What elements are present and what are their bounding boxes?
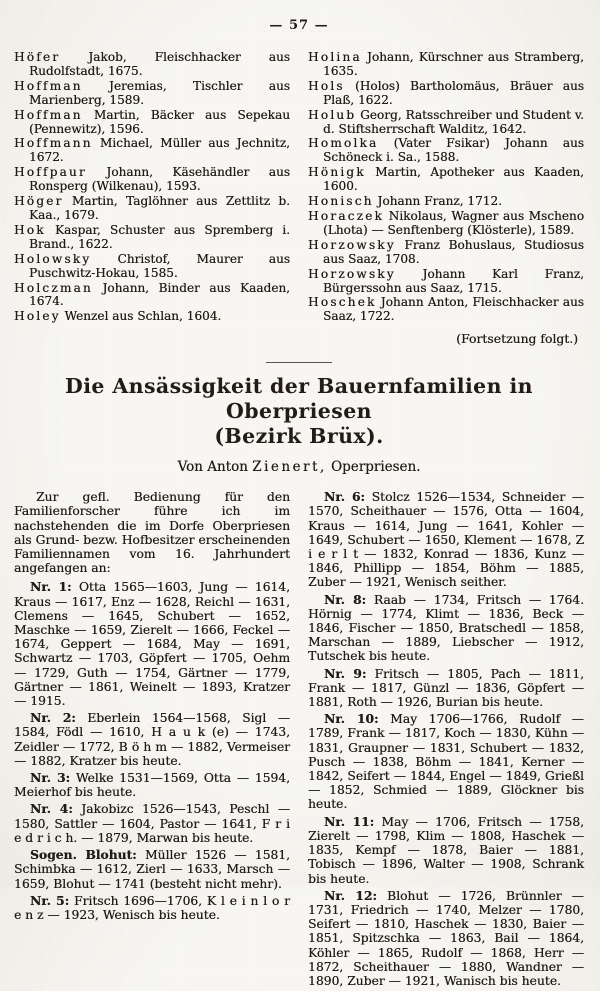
paragraph-text: May — 1706, Fritsch — 1758, Zierelt — 1798, Klim — 1808, Haschek — 1835, Kempf — 1878, Baier — 1881, Tobisch — 1896, Walter — 1908, Schrank bis heute. xyxy=(308,814,584,886)
paragraph-nr1 xyxy=(14,580,290,708)
entry-details: Michael, Müller aus Jechnitz, 1672. xyxy=(29,136,290,165)
paragraph-text: May 1706—1766, Rudolf — 1789, Frank — 1817, Koch — 1830, Kühn — 1831, Graupner — 1831, Schubert — 1832, Pusch — 1838, Böhm — 1841, Kerner — 1842, Seifert — 1844, Engel — 1849, Grießl — 1852, Schmied — 1889, Glöckner bis heute. xyxy=(308,712,584,812)
paragraph-label: Nr. 12: xyxy=(324,887,377,903)
intro-paragraph: Zur gefl. Bedienung für den Familienforscher führe ich im nachstehenden die im Dorfe Oberpriesen als Grund- bezw. Hofbesitzer erscheinenden Familiennamen vom 16. Jahrhundert angefangen an: xyxy=(14,490,290,576)
register-entry xyxy=(14,224,290,252)
entry-surname: Höfer xyxy=(14,50,61,64)
entry-surname: Holczman xyxy=(14,280,93,295)
page-number: — 57 — xyxy=(269,18,329,33)
paragraph-nr2 xyxy=(14,711,290,768)
register-entry xyxy=(308,137,584,165)
register-entry xyxy=(14,109,290,137)
register-entry xyxy=(308,239,584,267)
entry-surname: Holey xyxy=(14,309,61,324)
register-entry xyxy=(14,166,290,194)
section-divider xyxy=(266,362,332,363)
register-entry xyxy=(308,51,584,79)
byline-author: Zienert, xyxy=(252,459,327,476)
entry-surname: Horaczek xyxy=(308,208,385,223)
paragraph-label: Nr. 4: xyxy=(30,801,73,817)
register-entry xyxy=(14,51,290,79)
paragraph-text: Fritsch 1696—1706, K l e i n l o r e n z — 1923, Wenisch bis heute. xyxy=(14,893,290,922)
entry-surname: Hoffman xyxy=(14,78,83,93)
register-entry xyxy=(308,268,584,296)
entry-surname: Honisch xyxy=(308,194,374,209)
register-entry xyxy=(308,166,584,194)
paragraph-blohut xyxy=(14,848,290,891)
entry-details: Johann, Kürschner aus Stramberg, 1635. xyxy=(323,50,584,78)
entry-surname: Hok xyxy=(14,222,46,237)
paragraph-nr5 xyxy=(14,894,290,922)
register-entry xyxy=(14,253,290,281)
paragraph-nr3 xyxy=(14,771,290,799)
entry-surname: Hönigk xyxy=(308,165,366,180)
paragraph-label: Nr. 5: xyxy=(30,892,70,908)
entry-surname: Homolka xyxy=(308,136,379,151)
paragraph-nr11 xyxy=(308,815,584,886)
paragraph-text: Fritsch — 1805, Pach — 1811, Frank — 1817, Günzl — 1836, Göpfert — 1881, Roth — 1926, Burian bis heute. xyxy=(308,666,585,710)
paragraph-label: Sogen. Blohut: xyxy=(30,847,137,863)
continuation-note: (Fortsetzung folgt.) xyxy=(456,331,578,347)
paragraph-text: Welke 1531—1569, Otta — 1594, Meierhof bis heute. xyxy=(14,771,290,800)
article-body xyxy=(14,490,584,991)
register-entry xyxy=(14,310,290,324)
entry-details: Georg, Ratsschreiber und Student v. d. Stiftsherrschaft Walditz, 1642. xyxy=(323,107,584,136)
entry-details: Martin, Apotheker aus Kaaden, 1600. xyxy=(323,165,584,194)
entry-details: Johann, Käsehändler aus Ronsperg (Wilkenau), 1593. xyxy=(29,165,290,194)
paragraph-label: Nr. 9: xyxy=(324,665,367,681)
entry-surname: Holowsky xyxy=(14,251,92,266)
entry-details: Johann, Binder aus Kaaden, 1674. xyxy=(29,280,290,309)
paragraph-label: Nr. 1: xyxy=(30,579,72,595)
entry-surname: Hoffmann xyxy=(14,136,93,151)
register-entry xyxy=(308,195,584,209)
register-entry xyxy=(308,210,584,238)
body-column-right xyxy=(308,490,584,991)
register-entry xyxy=(14,195,290,223)
paragraph-nr10 xyxy=(308,712,584,811)
entry-surname: Hoschek xyxy=(308,295,377,310)
register-column-left xyxy=(14,51,290,346)
entry-details: Christof, Maurer aus Puschwitz-Hokau, 1585. xyxy=(29,251,290,280)
byline xyxy=(14,459,584,475)
article-title: Die Ansässigkeit der Bauernfamilien in Oberpriesen xyxy=(65,374,533,424)
entry-details: Johann Franz, 1712. xyxy=(377,194,502,209)
paragraph-label: Nr. 2: xyxy=(30,710,76,726)
entry-surname: Hols xyxy=(308,78,345,93)
entry-details: Nikolaus, Wagner aus Mscheno (Lhota) — Senftenberg (Klösterle), 1589. xyxy=(323,208,584,237)
paragraph-text: Jakobizc 1526—1543, Peschl — 1580, Sattler — 1604, Pastor — 1641, F r i e d r i c h. — 1879, Marwan bis heute. xyxy=(14,802,291,845)
paragraph-text: Eberlein 1564—1568, Sigl — 1584, Födl — 1610, H a u k (e) — 1743, Zeidler — 1772, B ö h m — 1882, Vermeiser — 1882, Kratzer bis heute. xyxy=(14,711,290,768)
register-entry xyxy=(308,109,584,137)
paragraph-nr8 xyxy=(308,593,584,664)
paragraph-nr9 xyxy=(308,667,584,710)
entry-details: Jakob, Fleischhacker aus Rudolfstadt, 1675. xyxy=(29,50,290,78)
paragraph-text: Müller 1526 — 1581, Schimbka — 1612, Zierl — 1633, Marsch — 1659, Blohut — 1741 (besteht nicht mehr). xyxy=(14,848,290,891)
register-entry xyxy=(14,80,290,108)
body-column-left xyxy=(14,490,290,991)
entry-surname: Holub xyxy=(308,107,357,122)
entry-surname: Hoffman xyxy=(14,107,83,122)
paragraph-text: Otta 1565—1603, Jung — 1614, Kraus — 1617, Enz — 1628, Reichl — 1631, Clemens — 1645, Schubert — 1652, Maschke — 1659, Zierelt — 1666, Feckel — 1674, Geppert — 1684, May — 1691, Schwartz — 1703, Göpfert — 1705, Oehm — 1729, Guth — 1754, Gärtner — 1779, Gärtner — 1861, Weinelt — 1893, Kratzer — 1915. xyxy=(14,580,290,709)
entry-surname: Horzowsky xyxy=(308,266,396,281)
entry-details: (Holos) Bartholomäus, Bräuer aus Plaß, 1622. xyxy=(323,78,584,107)
entry-details: Martin, Bäcker aus Sepekau (Pennewitz), 1596. xyxy=(29,107,290,136)
entry-details: Martin, Taglöhner aus Zettlitz b. Kaa., 1679. xyxy=(29,194,290,222)
register-entry xyxy=(308,296,584,324)
entry-details: (Vater Fsikar) Johann aus Schöneck i. Sa., 1588. xyxy=(323,136,584,165)
entry-details: Franz Bohuslaus, Studiosus aus Saaz, 1708. xyxy=(323,237,584,266)
register-column-right xyxy=(308,51,584,346)
entry-surname: Höger xyxy=(14,194,64,209)
byline-place: Operpriesen. xyxy=(331,459,421,476)
entry-surname: Horzowsky xyxy=(308,237,396,252)
paragraph-label: Nr. 11: xyxy=(324,813,375,829)
entry-surname: Hoffpaur xyxy=(14,165,87,180)
entry-details: Kaspar, Schuster aus Spremberg i. Brand., 1622. xyxy=(29,222,290,251)
paragraph-label: Nr. 3: xyxy=(30,770,71,786)
entry-details: Jeremias, Tischler aus Marienberg, 1589. xyxy=(29,78,290,107)
paragraph-label: Nr. 8: xyxy=(324,591,367,607)
article-subtitle: (Bezirk Brüx). xyxy=(214,424,384,449)
entry-details: Johann Anton, Fleischhacker aus Saaz, 1722. xyxy=(323,295,584,324)
paragraph-text: Blohut — 1726, Brünnler — 1731, Friedrich — 1740, Melzer — 1780, Seifert — 1810, Haschek — 1830, Baier — 1851, Spitzschka — 1863, Bail — 1864, Köhler — 1865, Rudolf — 1868, Herr — 1872, Scheithauer — 1880, Wandner — 1890, Zuber — 1921, Wanisch bis heute. xyxy=(308,888,584,988)
paragraph-label: Nr. 10: xyxy=(324,711,379,727)
register-entry xyxy=(308,80,584,108)
name-register xyxy=(14,51,584,346)
paragraph-text: Raab — 1734, Fritsch — 1764. Hörnig — 1774, Klimt — 1836, Beck — 1846, Fischer — 1850, Bratschedl — 1858, Marschan — 1889, Liebscher — 1912, Tutschek bis heute. xyxy=(308,592,584,664)
paragraph-nr4 xyxy=(14,802,290,845)
byline-prefix: Von Anton xyxy=(177,459,248,476)
register-entry xyxy=(14,137,290,165)
paragraph-nr6 xyxy=(308,490,584,589)
entry-details: Johann Karl Franz, Bürgerssohn aus Saaz, 1715. xyxy=(323,266,584,295)
entry-surname: Holina xyxy=(308,50,362,64)
paragraph-label: Nr. 6: xyxy=(324,489,365,505)
paragraph-text: Stolcz 1526—1534, Schneider — 1570, Scheithauer — 1576, Otta — 1604, Kraus — 1614, Jung — 1641, Kohler — 1649, Schubert — 1650, Klement — 1678, Z i e r l t — 1832, Konrad — 1836, Kunz — 1846, Phillipp — 1854, Böhm — 1885, Zuber — 1921, Wenisch seither. xyxy=(308,490,584,590)
register-entry xyxy=(14,282,290,310)
paragraph-nr12 xyxy=(308,889,584,988)
entry-details: Wenzel aus Schlan, 1604. xyxy=(64,309,222,324)
